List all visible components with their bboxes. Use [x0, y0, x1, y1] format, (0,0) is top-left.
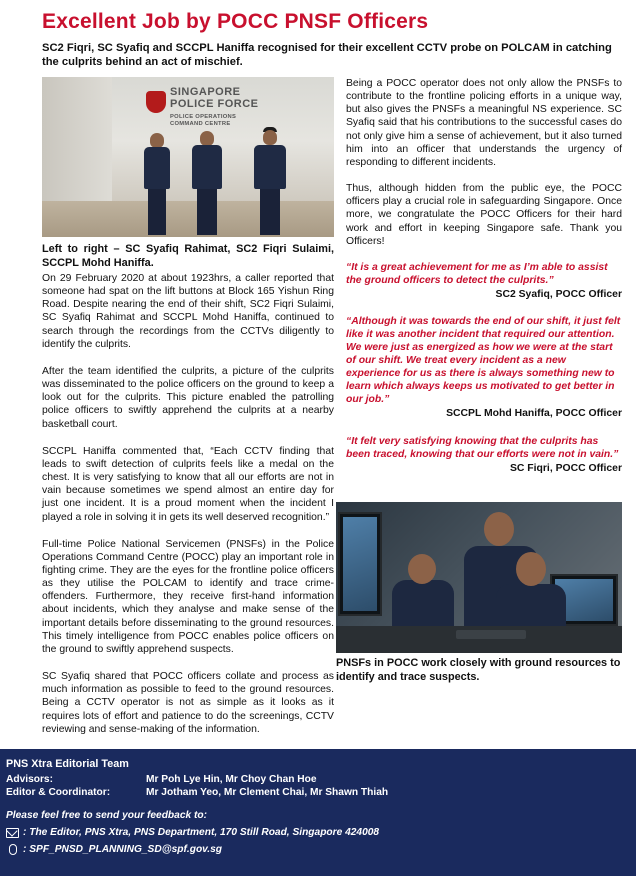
advisors-label: Advisors:: [6, 774, 53, 785]
pocc-operators-photo: [336, 502, 622, 653]
photo-sign-title: SINGAPORE POLICE FORCE: [170, 86, 259, 110]
right-column: [346, 77, 622, 489]
email-text[interactable]: : SPF_PNSD_PLANNING_SD@spf.gov.sg: [23, 844, 223, 855]
quote-attribution: SC Fiqri, POCC Officer: [509, 462, 622, 474]
editor-row: [6, 787, 636, 800]
keyboard: [456, 630, 526, 639]
paragraph: SC Syafiq shared that POCC officers collate and process as much information as possible to feed to the ground resources. Being a CCTV operator is not as simple as it looks as it requires lots of effort and patience to do the screenings, CCTV reviewing and sense-making of the information.: [42, 671, 334, 735]
quote-attribution: SCCPL Mohd Haniffa, POCC Officer: [446, 408, 622, 420]
advisors-row: [6, 774, 636, 787]
article-subtitle: SC2 Fiqri, SC Syafiq and SCCPL Haniffa recognised for their excellent CCTV probe on POLCAM in catching the culprits behind an act of mischief.: [42, 42, 612, 69]
left-column: [42, 272, 334, 750]
article-title: Excellent Job by POCC PNSF Officers: [42, 10, 429, 33]
quote-text: “Although it was towards the end of our shift, it just felt like it was another incident that required our attention. We were just as energized as how we were at the start of our shift. We treat every incident as a new experience for us as there is always something new to learn which always keeps us motivated to get better in our job.”: [346, 316, 621, 406]
pull-quote: [346, 261, 622, 302]
paragraph: SCCPL Haniffa commented that, “Each CCTV finding that leads to swift detection of culprits feels like a medal on the chest. It is very satisfying to know that all our efforts are not in vain because sometimes we spend almost an entire day for just one incident. It is a proud moment when the incident I played a role in solving it in gets its well deserved recognition.”: [42, 445, 334, 523]
address-text: : The Editor, PNS Xtra, PNS Department, 170 Still Road, Singapore 424008: [23, 827, 380, 838]
postal-address: [6, 824, 636, 841]
paragraph: Thus, although hidden from the public eye, the POCC officers play a crucial role in safeguarding Singapore. Once more, we congratulate the POCC Officers for their hard work and effort in keeping Singapore safe. Thank you Officers!: [346, 183, 622, 247]
paragraph: On 29 February 2020 at about 1923hrs, a caller reported that someone had spat on the lift buttons at Block 165 Yishun Ring Road. Despite nearing the end of their shift, SC2 Fiqri Sulaimi, SC Syafiq Rahimat and SCCPL Mohd Haniffa, continued to search through the recordings from the CCTVs diligently to identify the culprits.: [42, 273, 334, 350]
email-address[interactable]: [6, 841, 636, 858]
quote-text: “It is a great achievement for me as I’m able to assist the ground officers to detect the culprits.”: [346, 261, 608, 286]
quote-attribution: SC2 Syafiq, POCC Officer: [495, 288, 622, 300]
photo-sign-subtitle: POLICE OPERATIONS COMMAND CENTRE: [170, 114, 237, 127]
quote-text: “It felt very satisfying knowing that the culprits has been traced, knowing that our efforts were not in vain.”: [346, 435, 619, 460]
pull-quote: [346, 315, 622, 421]
advisors-value: Mr Poh Lye Hin, Mr Choy Chan Hoe: [146, 774, 317, 785]
officers-group-photo: [42, 77, 334, 237]
mouse-icon: [9, 844, 17, 855]
monitor: [338, 512, 382, 616]
editor-label: Editor & Coordinator:: [6, 787, 111, 798]
photo2-caption: PNSFs in POCC work closely with ground resources to identify and trace suspects.: [336, 657, 621, 684]
pull-quote: [346, 435, 622, 476]
editor-value: Mr Jotham Yeo, Mr Clement Chai, Mr Shawn Thiah: [146, 787, 389, 798]
feedback-prompt: Please feel free to send your feedback to:: [6, 810, 207, 821]
editorial-team-title: PNS Xtra Editorial Team: [6, 758, 129, 770]
photo1-caption: Left to right – SC Syafiq Rahimat, SC2 Fiqri Sulaimi, SCCPL Mohd Haniffa.: [42, 243, 334, 270]
paragraph: After the team identified the culprits, a picture of the culprits was disseminated to the police officers on the ground to keep a look out for the culprits. This picture enabled the patrolling police officers to swiftly apprehend the culprits at a nearby basketball court.: [42, 365, 334, 430]
editorial-footer: [0, 749, 636, 876]
police-crest-icon: [146, 91, 166, 113]
paragraph: Full-time Police National Servicemen (PNSFs) in the Police Operations Command Centre (POCC) play an important role in fighting crime. They are the eyes for the frontline police officers as they utilise the POLCAM to identify and trace crime-offenders. Furthermore, they receive first-hand information about incidents, which they analyse and make sense of the important details before disseminating to the ground resources. This timely intelligence from POCC enables police officers on the ground to swiftly apprehend suspects.: [42, 538, 334, 655]
paragraph: Being a POCC operator does not only allow the PNSFs to contribute to the frontline policing efforts in a unique way, but also gives the PNSFs a meaningful NS experience. SC Syafiq said that his contributions to the successful cases do not only give him a sense of achievement, but it also turned him into an officer that understands the urgency of responding to different incidents.: [346, 78, 622, 168]
envelope-icon: [6, 828, 19, 838]
